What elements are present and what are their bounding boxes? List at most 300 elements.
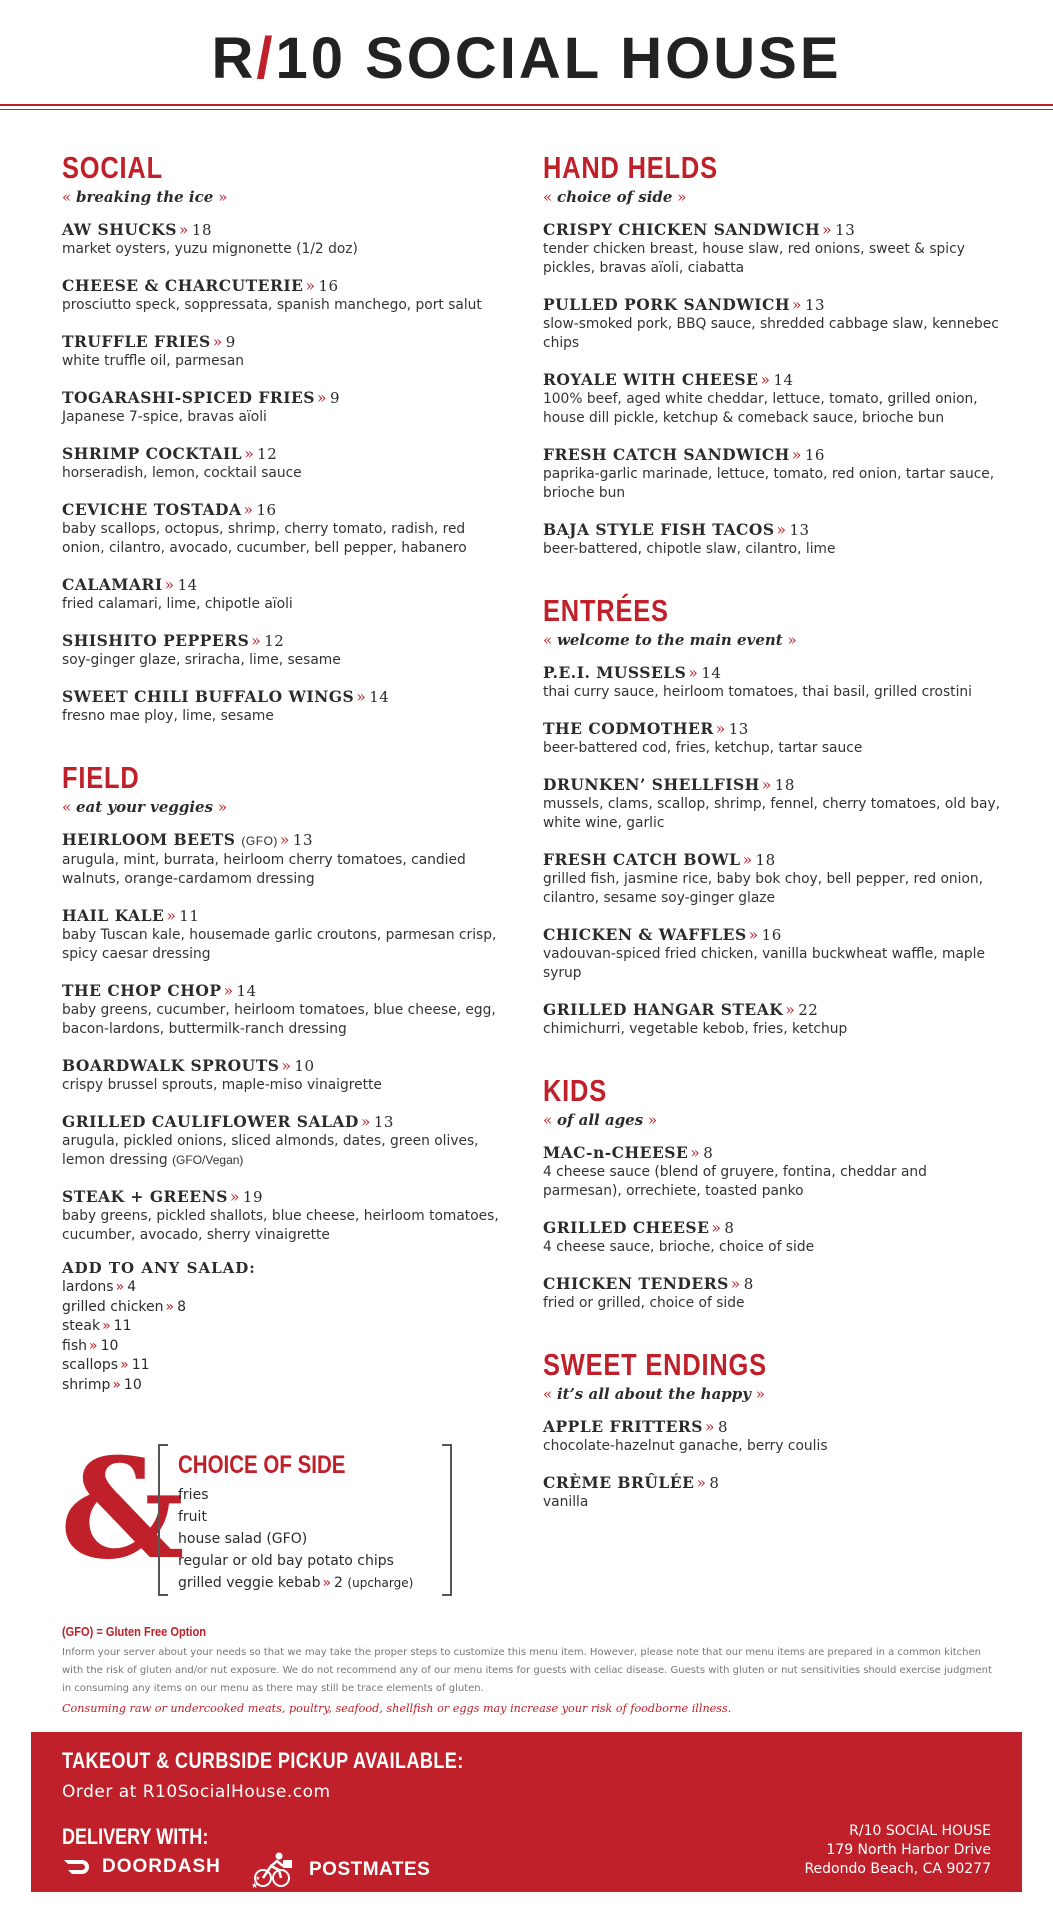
section-subtitle <box>543 1111 1003 1129</box>
description-text: beer-battered, chipotle slaw, cilantro, lime <box>543 541 836 557</box>
price-arrow: » <box>102 1318 111 1334</box>
item-description <box>62 707 512 726</box>
doordash-logo[interactable] <box>62 1856 221 1878</box>
postmates-label: POSTMATES <box>309 1859 431 1880</box>
item-name <box>543 850 1003 870</box>
item-name <box>543 1473 1003 1493</box>
item-description <box>543 870 1003 908</box>
item-description <box>543 540 1003 559</box>
menu-item <box>62 631 512 670</box>
allergen-disclaimer: Inform your server about your needs so that we may take the proper steps to customize this menu item. However, please note that our menu items are prepared in a common kitchen with the risk of gluten and/or nut exposure. We do not recommend any of our menu items for guests with celiac disease. Guests with gluten or nut sensitivities should exercise judgment in consuming any items on our menu as there may still be trace elements of gluten. <box>62 1647 992 1694</box>
doordash-label: DOORDASH <box>102 1856 221 1877</box>
item-title: CALAMARI <box>62 575 163 594</box>
addon-price: 10 <box>123 1376 142 1393</box>
price-arrow: » <box>281 1057 292 1075</box>
menu-item <box>543 445 1003 503</box>
price-arrow: » <box>761 776 772 794</box>
addon-name: shrimp <box>62 1376 111 1393</box>
menu-item <box>62 388 512 427</box>
menu-item <box>62 500 512 558</box>
item-price: 18 <box>774 776 795 794</box>
description-text: horseradish, lemon, cocktail sauce <box>62 465 302 481</box>
menu-item <box>62 276 512 315</box>
subtitle-text: it’s all about the happy <box>556 1385 751 1403</box>
item-description <box>62 240 512 259</box>
addon-name: steak <box>62 1318 101 1334</box>
item-description <box>62 296 512 315</box>
item-description <box>543 390 1003 428</box>
section-field <box>62 760 512 1245</box>
item-name <box>543 295 1003 315</box>
menu-item <box>543 663 1003 702</box>
section-title: KIDS <box>543 1073 608 1108</box>
menu-item <box>62 220 512 259</box>
item-title: FRESH CATCH SANDWICH <box>543 445 790 464</box>
description-text: white truffle oil, parmesan <box>62 353 245 369</box>
description-text: baby greens, pickled shallots, blue cheese, heirloom tomatoes, cucumber, avocado, sherry vinaigrette <box>62 1208 499 1243</box>
left-column <box>62 150 512 1395</box>
postmates-courier-icon <box>249 1850 301 1890</box>
addon-price: 11 <box>131 1357 150 1373</box>
item-price: 8 <box>724 1219 735 1237</box>
item-title: DRUNKEN’ SHELLFISH <box>543 775 760 794</box>
price-arrow: » <box>822 221 833 239</box>
item-description <box>62 851 512 889</box>
item-title: CHEESE & CHARCUTERIE <box>62 276 304 295</box>
section-title: FIELD <box>62 760 140 795</box>
item-title: ROYALE WITH CHEESE <box>543 370 759 389</box>
description-text: fresno mae ploy, lime, sesame <box>62 708 274 724</box>
price-arrow: » <box>730 1275 741 1293</box>
item-price: 16 <box>761 926 782 944</box>
addon-name: scallops <box>62 1357 119 1373</box>
description-text: vanilla <box>543 1494 589 1510</box>
description-text: slow-smoked pork, BBQ sauce, shredded cabbage slaw, kennebec chips <box>543 316 999 351</box>
addon-item <box>62 1278 512 1298</box>
description-text: 4 cheese sauce (blend of gruyere, fontina, cheddar and parmesan), orrechiete, toasted panko <box>543 1164 927 1199</box>
svg-text:★: ★ <box>255 1875 261 1882</box>
description-text: 4 cheese sauce, brioche, choice of side <box>543 1239 815 1255</box>
item-title: GRILLED HANGAR STEAK <box>543 1000 784 1019</box>
item-title: TRUFFLE FRIES <box>62 332 211 351</box>
item-description <box>62 464 512 483</box>
restaurant-address: R/10 SOCIAL HOUSE 179 North Harbor Drive Redondo Beach, CA 90277 <box>804 1823 991 1877</box>
item-description <box>543 1294 1003 1313</box>
addon-price: 4 <box>127 1279 137 1295</box>
item-title: STEAK + GREENS <box>62 1187 228 1206</box>
item-title: AW SHUCKS <box>62 220 177 239</box>
item-price: 14 <box>701 664 722 682</box>
quote-left: « <box>62 188 76 206</box>
item-title: CHICKEN & WAFFLES <box>543 925 747 944</box>
item-description <box>543 240 1003 278</box>
ampersand-graphic: & <box>60 1427 185 1590</box>
choice-options <box>178 1484 413 1572</box>
section-subtitle <box>543 188 1003 206</box>
page-title: R/10 SOCIAL HOUSE <box>211 26 842 91</box>
item-name <box>62 906 512 926</box>
price-arrow: » <box>690 1144 701 1162</box>
bracket-left <box>158 1444 168 1596</box>
item-description <box>62 352 512 371</box>
section-entrees <box>543 593 1003 1039</box>
item-description <box>543 1437 1003 1456</box>
gfo-legend: (GFO) = Gluten Free Option <box>62 1624 206 1639</box>
item-description <box>543 945 1003 983</box>
item-price: 12 <box>264 632 285 650</box>
item-name <box>543 663 1003 683</box>
menu-item <box>543 295 1003 353</box>
quote-right: » <box>213 188 228 206</box>
addon-price: 11 <box>113 1318 132 1334</box>
subtitle-text: choice of side <box>556 188 673 206</box>
svg-text:★: ★ <box>251 1881 259 1890</box>
item-price: 14 <box>369 688 390 706</box>
price-arrow: » <box>229 1188 240 1206</box>
item-title: SWEET CHILI BUFFALO WINGS <box>62 687 355 706</box>
item-title: GRILLED CHEESE <box>543 1218 710 1237</box>
item-name <box>62 575 512 595</box>
menu-item <box>543 1473 1003 1512</box>
menu-item <box>543 520 1003 559</box>
description-text: Japanese 7-spice, bravas aïoli <box>62 409 267 425</box>
item-description <box>62 520 512 558</box>
item-name <box>543 520 1003 540</box>
item-description <box>543 1238 1003 1257</box>
addon-list <box>62 1278 512 1395</box>
item-name <box>62 1112 512 1132</box>
raw-food-warning: Consuming raw or undercooked meats, poultry, seafood, shellfish or eggs may increase your risk of foodborne illness. <box>62 1702 732 1715</box>
item-name <box>62 444 512 464</box>
choice-of-side <box>60 1427 450 1594</box>
delivery-heading: DELIVERY WITH: <box>62 1824 209 1849</box>
item-description <box>62 1001 512 1039</box>
price-arrow: » <box>165 1298 175 1315</box>
item-name <box>543 370 1003 390</box>
addon-item <box>62 1298 512 1318</box>
choice-title: CHOICE OF SIDE <box>178 1451 346 1479</box>
item-price: 16 <box>804 446 825 464</box>
price-arrow: » <box>115 1279 125 1295</box>
price-arrow: » <box>223 982 234 1000</box>
description-text: crispy brussel sprouts, maple-miso vinaigrette <box>62 1077 382 1093</box>
item-price: 8 <box>703 1144 714 1162</box>
section-kids <box>543 1073 1003 1313</box>
price-arrow: » <box>696 1474 707 1492</box>
section-subtitle <box>62 188 512 206</box>
item-title: APPLE FRITTERS <box>543 1417 703 1436</box>
item-name <box>62 276 512 296</box>
price-arrow: » <box>711 1219 722 1237</box>
item-description <box>62 595 512 614</box>
item-title: BOARDWALK SPROUTS <box>62 1056 280 1075</box>
item-description <box>543 1493 1003 1512</box>
header-rule <box>0 109 1053 110</box>
quote-left: « <box>543 1385 557 1403</box>
price-arrow: » <box>316 389 327 407</box>
menu-item <box>543 370 1003 428</box>
price-arrow: » <box>742 851 753 869</box>
description-text: 100% beef, aged white cheddar, lettuce, tomato, grilled onion, house dill pickle, ketchup & comeback sauce, brioche bun <box>543 391 978 426</box>
item-name <box>543 1218 1003 1238</box>
menu-item <box>62 981 512 1039</box>
item-description <box>62 1132 512 1170</box>
choice-body <box>178 1450 413 1594</box>
item-name <box>543 719 1003 739</box>
price-arrow: » <box>178 221 189 239</box>
price-arrow: » <box>776 521 787 539</box>
choice-option: regular or old bay potato chips <box>178 1553 394 1569</box>
item-price: 13 <box>835 221 856 239</box>
menu-item <box>543 850 1003 908</box>
description-text: arugula, mint, burrata, heirloom cherry tomatoes, candied walnuts, orange-cardamom dressing <box>62 852 466 887</box>
item-title: HAIL KALE <box>62 906 165 925</box>
quote-right: » <box>643 1111 658 1129</box>
menu-item <box>543 1143 1003 1201</box>
price-arrow: » <box>360 1113 371 1131</box>
item-price: 13 <box>292 831 313 849</box>
item-title: SHRIMP COCKTAIL <box>62 444 243 463</box>
item-name <box>543 1000 1003 1020</box>
menu-item <box>62 1056 512 1095</box>
price-arrow: » <box>705 1418 715 1436</box>
item-title: TOGARASHI-SPICED FRIES <box>62 388 315 407</box>
section-title: ENTRÉES <box>543 593 669 628</box>
item-description <box>543 1020 1003 1039</box>
price-arrow: » <box>120 1357 129 1373</box>
addon-name: grilled chicken <box>62 1298 164 1315</box>
footer-banner <box>31 1732 1022 1892</box>
menu-item <box>543 1218 1003 1257</box>
item-title: CHICKEN TENDERS <box>543 1274 729 1293</box>
item-price: 16 <box>318 277 339 295</box>
item-price: 8 <box>743 1275 754 1293</box>
item-name <box>62 1056 512 1076</box>
item-title: HEIRLOOM BEETS <box>62 830 236 849</box>
item-name <box>543 220 1003 240</box>
item-description <box>62 1207 512 1245</box>
subtitle-text: eat your veggies <box>75 798 214 816</box>
description-text: arugula, pickled onions, sliced almonds, dates, green olives, lemon dressing <box>62 1133 479 1168</box>
description-text: prosciutto speck, soppressata, spanish manchego, port salut <box>62 297 482 313</box>
description-text: soy-ginger glaze, sriracha, lime, sesame <box>62 652 341 668</box>
item-price: 16 <box>256 501 277 519</box>
item-price: 11 <box>179 907 200 925</box>
quote-left: « <box>543 631 557 649</box>
item-name <box>62 220 512 240</box>
item-title: SHISHITO PEPPERS <box>62 631 250 650</box>
item-price: 13 <box>373 1113 394 1131</box>
item-name <box>62 830 512 851</box>
description-text: thai curry sauce, heirloom tomatoes, thai basil, grilled crostini <box>543 684 972 700</box>
bracket-right <box>442 1444 452 1596</box>
salad-addons <box>62 1258 512 1395</box>
quote-right: » <box>782 631 797 649</box>
description-text: fried or grilled, choice of side <box>543 1295 745 1311</box>
description-text: vadouvan-spiced fried chicken, vanilla buckwheat waffle, maple syrup <box>543 946 986 981</box>
addon-name: fish <box>62 1337 87 1354</box>
description-text: baby Tuscan kale, housemade garlic croutons, parmesan crisp, spicy caesar dressing <box>62 927 497 962</box>
dietary-tag: (GFO) <box>241 834 278 848</box>
addon-price: 10 <box>100 1337 119 1354</box>
item-description <box>62 651 512 670</box>
description-text: grilled fish, jasmine rice, baby bok choy, bell pepper, red onion, cilantro, sesame soy-ginger glaze <box>543 871 984 906</box>
item-title: CRÈME BRÛLÉE <box>543 1473 695 1492</box>
price-arrow: » <box>279 831 290 849</box>
item-price: 9 <box>329 389 340 407</box>
item-price: 19 <box>242 1188 264 1206</box>
section-subtitle <box>543 1385 1003 1403</box>
item-price: 18 <box>191 221 212 239</box>
price-arrow: » <box>166 907 177 925</box>
description-text: tender chicken breast, house slaw, red onions, sweet & spicy pickles, bravas aïoli, ciabatta <box>543 241 965 276</box>
description-text: chocolate-hazelnut ganache, berry coulis <box>543 1438 828 1454</box>
subtitle-text: welcome to the main event <box>556 631 783 649</box>
item-name <box>543 1417 1003 1437</box>
menu-item <box>543 775 1003 833</box>
item-price: 8 <box>709 1474 720 1492</box>
right-column <box>543 150 1003 1546</box>
menu-item <box>543 1000 1003 1039</box>
price-arrow: » <box>785 1001 796 1019</box>
menu-item <box>543 220 1003 278</box>
item-price: 14 <box>773 371 794 389</box>
item-price: 13 <box>789 521 810 539</box>
item-name <box>543 775 1003 795</box>
subtitle-text: breaking the ice <box>75 188 214 206</box>
item-description <box>543 465 1003 503</box>
addon-item <box>62 1376 512 1396</box>
item-description <box>543 683 1003 702</box>
price-arrow: » <box>164 576 175 594</box>
quote-left: « <box>543 188 557 206</box>
description-text: baby greens, cucumber, heirloom tomatoes, blue cheese, egg, bacon-lardons, buttermilk-ranch dressing <box>62 1002 496 1037</box>
item-description <box>62 408 512 427</box>
price-arrow: » <box>89 1337 98 1354</box>
quote-right: » <box>672 188 687 206</box>
quote-left: « <box>543 1111 557 1129</box>
header-rule <box>0 104 1053 106</box>
addon-item <box>62 1356 512 1376</box>
item-price: 9 <box>225 333 236 351</box>
price-arrow: » <box>356 688 367 706</box>
item-description <box>543 1163 1003 1201</box>
item-price: 13 <box>804 296 826 314</box>
item-title: THE CHOP CHOP <box>62 981 222 1000</box>
choice-option: grilled veggie kebab » 2 (upcharge) <box>178 1575 414 1591</box>
item-name <box>543 925 1003 945</box>
order-link[interactable]: Order at R10SocialHouse.com <box>62 1782 331 1802</box>
menu-item <box>62 906 512 964</box>
choice-option: fries <box>178 1487 209 1503</box>
item-title: PULLED PORK SANDWICH <box>543 295 790 314</box>
subtitle-text: of all ages <box>556 1111 644 1129</box>
description-text: market oysters, yuzu mignonette (1/2 doz) <box>62 241 358 257</box>
item-title: P.E.I. MUSSELS <box>543 663 687 682</box>
section-subtitle <box>62 798 512 816</box>
item-price: 14 <box>177 576 198 594</box>
item-name <box>62 388 512 408</box>
section-title: SWEET ENDINGS <box>543 1347 767 1382</box>
menu-item <box>62 1112 512 1170</box>
item-description <box>62 1076 512 1095</box>
item-name <box>62 500 512 520</box>
price-arrow: » <box>243 501 254 519</box>
item-title: MAC-n-CHEESE <box>543 1143 689 1162</box>
item-title: FRESH CATCH BOWL <box>543 850 741 869</box>
addon-price: 8 <box>177 1298 187 1315</box>
item-name <box>543 1143 1003 1163</box>
quote-left: « <box>62 798 76 816</box>
menu-item <box>62 575 512 614</box>
item-description <box>62 926 512 964</box>
price-arrow: » <box>688 664 699 682</box>
price-arrow: » <box>244 445 255 463</box>
doordash-icon <box>62 1858 94 1876</box>
menu-item <box>62 1187 512 1245</box>
title-slash: / <box>256 26 276 91</box>
item-price: 13 <box>728 720 749 738</box>
item-price: 18 <box>755 851 776 869</box>
item-name <box>543 1274 1003 1294</box>
section-title: HAND HELDS <box>543 150 718 185</box>
postmates-logo[interactable] <box>249 1850 430 1890</box>
price-arrow: » <box>305 277 316 295</box>
addon-item <box>62 1317 512 1337</box>
addon-item <box>62 1337 512 1357</box>
menu-item <box>543 719 1003 758</box>
item-description <box>543 739 1003 758</box>
item-description <box>543 795 1003 833</box>
price-arrow: » <box>760 371 771 389</box>
price-arrow: » <box>112 1376 121 1393</box>
description-text: mussels, clams, scallop, shrimp, fennel, cherry tomatoes, old bay, white wine, garlic <box>543 796 1001 831</box>
item-name <box>62 332 512 352</box>
price-arrow: » <box>212 333 223 351</box>
menu-item <box>62 332 512 371</box>
item-name <box>62 1187 512 1207</box>
quote-right: » <box>751 1385 765 1403</box>
addon-name: lardons <box>62 1279 114 1295</box>
item-price: 8 <box>717 1418 729 1436</box>
section-hand-helds <box>543 150 1003 559</box>
item-price: 10 <box>294 1057 315 1075</box>
item-title: CRISPY CHICKEN SANDWICH <box>543 220 821 239</box>
item-price: 14 <box>236 982 257 1000</box>
menu-item <box>62 687 512 726</box>
description-text: fried calamari, lime, chipotle aïoli <box>62 596 293 612</box>
item-name <box>62 631 512 651</box>
price-arrow: » <box>251 632 262 650</box>
dietary-tag: (GFO/Vegan) <box>172 1153 244 1167</box>
description-text: beer-battered cod, fries, ketchup, tartar sauce <box>543 740 863 756</box>
item-price: 12 <box>257 445 278 463</box>
choice-option: fruit <box>178 1509 207 1525</box>
addon-title: ADD TO ANY SALAD: <box>62 1259 256 1277</box>
item-title: GRILLED CAULIFLOWER SALAD <box>62 1112 359 1131</box>
price-arrow: » <box>791 446 802 464</box>
menu-item <box>62 830 512 889</box>
item-name <box>62 687 512 707</box>
item-price: 22 <box>798 1001 819 1019</box>
description-text: baby scallops, octopus, shrimp, cherry tomato, radish, red onion, cilantro, avocado, cucumber, bell pepper, habanero <box>62 521 467 556</box>
description-text: chimichurri, vegetable kebob, fries, ketchup <box>543 1021 848 1037</box>
item-title: BAJA STYLE FISH TACOS <box>543 520 775 539</box>
price-arrow: » <box>792 296 802 314</box>
menu-item <box>543 925 1003 983</box>
item-title: CEVICHE TOSTADA <box>62 500 242 519</box>
section-social <box>62 150 512 726</box>
